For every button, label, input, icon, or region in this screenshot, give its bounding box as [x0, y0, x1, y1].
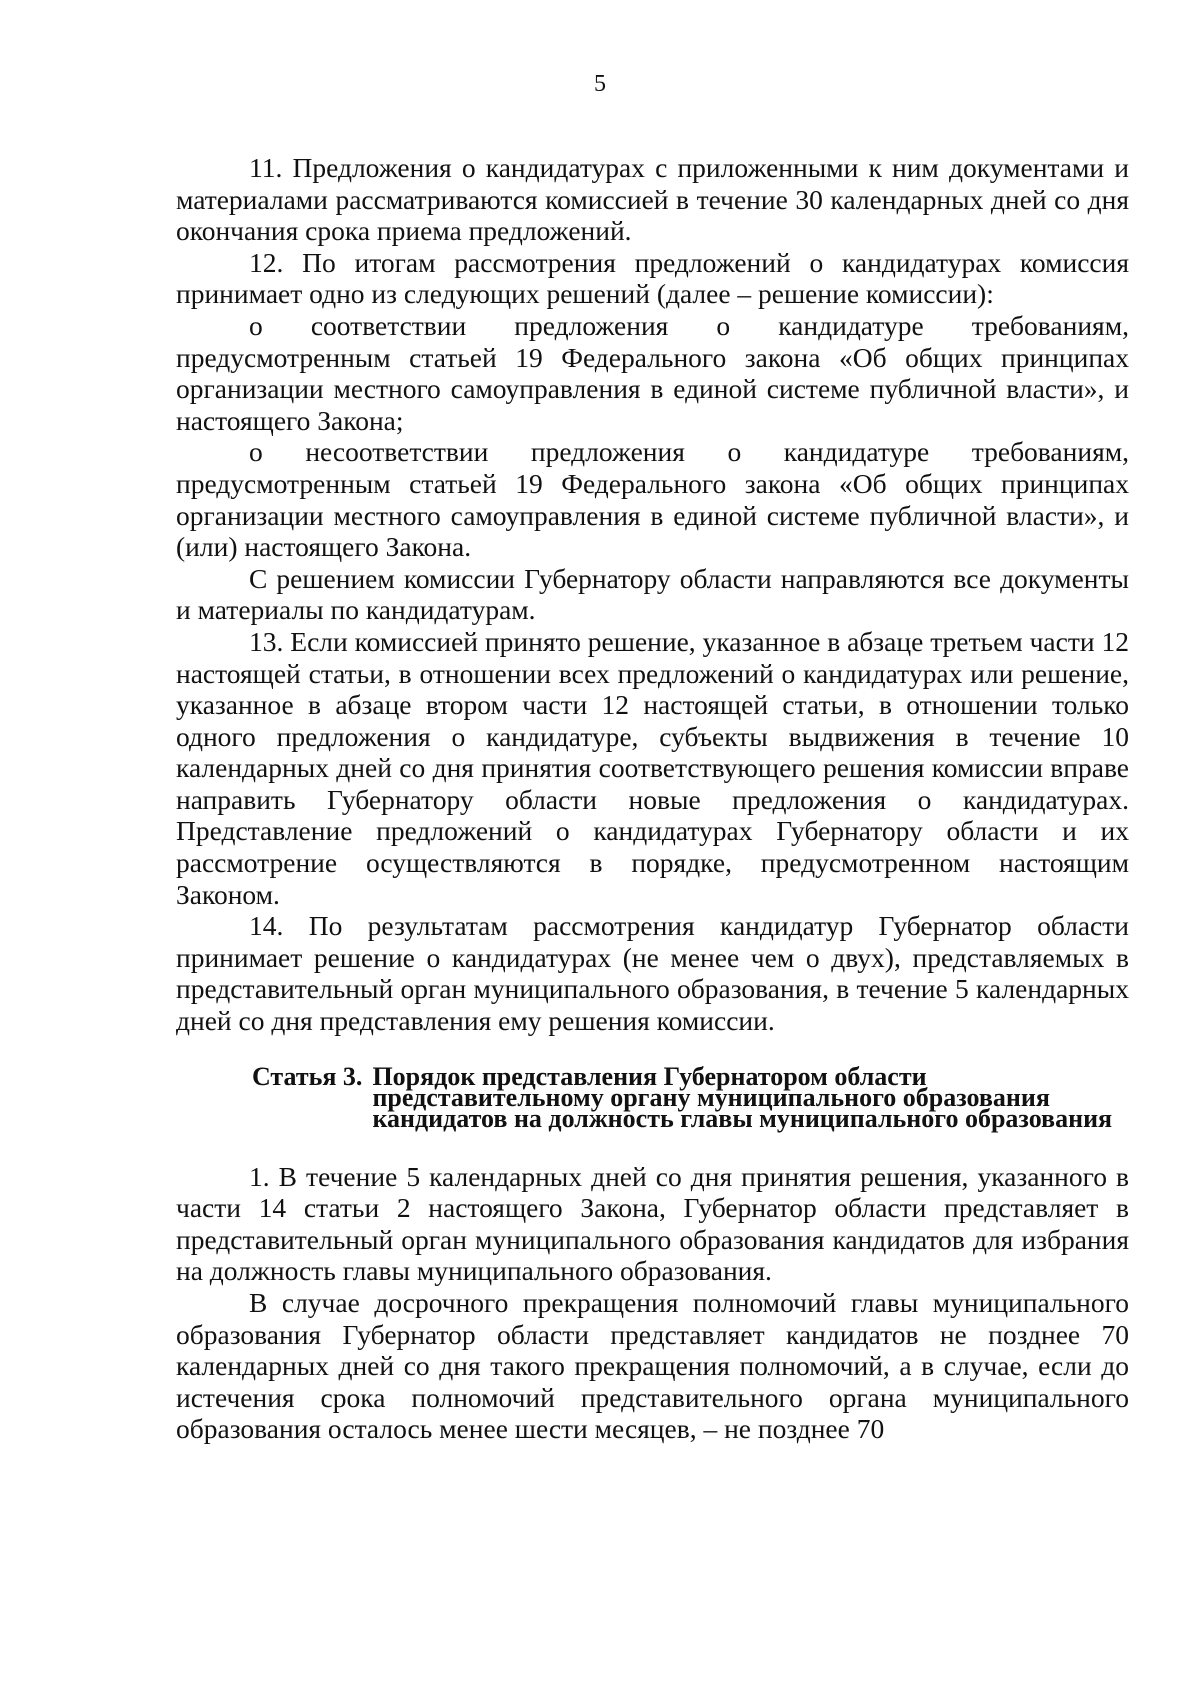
page-number: 5 — [594, 71, 606, 97]
article-heading — [252, 1061, 1129, 1133]
paragraph-item-11: 11. Предложения о кандидатурах с приложенными к ним документами и материалами рассматриваются комиссией в течение 30 календарных дней со дня окончания срока приема предложений. — [176, 152, 1129, 247]
article-title: Порядок представления Губернатором области представительному органу муниципального образования кандидатов на должность главы муниципального образования — [372, 1061, 1113, 1133]
paragraph-decision-nonconformity: о несоответствии предложения о кандидатуре требованиям, предусмотренным статьей 19 Федерального закона «Об общих принципах организации местного самоуправления в единой системе публичной власти», и (или) настоящего Закона. — [176, 436, 1129, 563]
paragraph-article3-item-1: 1. В течение 5 календарных дней со дня принятия решения, указанного в части 14 статьи 2 настоящего Закона, Губернатор области представляет в представительный орган муниципального образования кандидатов для избрания на должность главы муниципального образования. — [176, 1160, 1129, 1287]
document-body — [176, 152, 1129, 1445]
paragraph-decision-forwarding: С решением комиссии Губернатору области направляются все документы и материалы по кандидатурам. — [176, 562, 1129, 626]
paragraph-early-termination: В случае досрочного прекращения полномочий главы муниципального образования Губернатор области представляет кандидатов не позднее 70 календарных дней со дня такого прекращения полномочий, а в случае, если до истечения срока полномочий представительного органа муниципального образования осталось менее шести месяцев, – не позднее 70 — [176, 1287, 1129, 1445]
paragraph-item-13: 13. Если комиссией принято решение, указанное в абзаце третьем части 12 настоящей статьи, в отношении всех предложений о кандидатурах или решение, указанное в абзаце втором части 12 настоящей статьи, в отношении только одного предложения о кандидатуре, субъекты выдвижения в течение 10 календарных дней со дня принятия соответствующего решения комиссии вправе направить Губернатору области новые предложения о кандидатурах. Представление предложений о кандидатурах Губернатору области и их рассмотрение осуществляются в порядке, предусмотренном настоящим Законом. — [176, 625, 1129, 910]
paragraph-item-14: 14. По результатам рассмотрения кандидатур Губернатор области принимает решение о кандидатурах (не менее чем о двух), представляемых в представительный орган муниципального образования, в течение 5 календарных дней со дня представления ему решения комиссии. — [176, 910, 1129, 1037]
paragraph-decision-conformity: о соответствии предложения о кандидатуре требованиям, предусмотренным статьей 19 Федерального закона «Об общих принципах организации местного самоуправления в единой системе публичной власти», и настоящего Закона; — [176, 309, 1129, 436]
article-label: Статья 3. — [252, 1061, 363, 1091]
paragraph-item-12: 12. По итогам рассмотрения предложений о кандидатурах комиссия принимает одно из следующих решений (далее – решение комиссии): — [176, 246, 1129, 310]
